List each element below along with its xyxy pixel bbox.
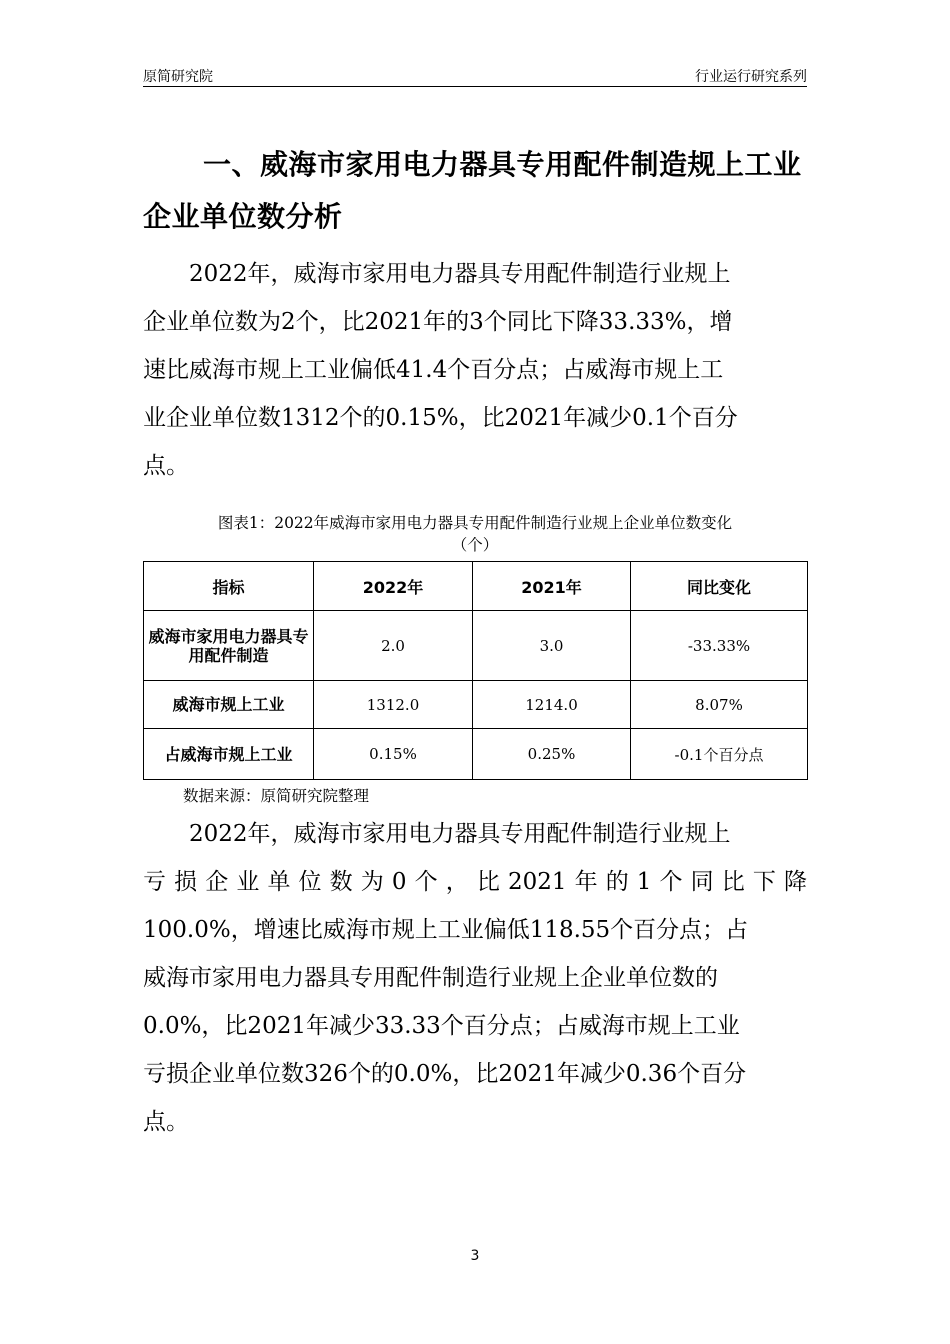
paragraph-1-line: 点。 <box>143 453 189 479</box>
cell-2022: 2.0 <box>314 611 473 681</box>
cell-change: -33.33% <box>631 611 808 681</box>
paragraph-2-line: 亏损企业单位数326个的0.0%，比2021年减少0.36个百分 <box>143 1061 747 1087</box>
section-title-line2: 企业单位数分析 <box>143 200 343 233</box>
table-caption-line1: 图表1：2022年威海市家用电力器具专用配件制造行业规上企业单位数变化 <box>217 514 733 532</box>
table-row <box>144 611 808 681</box>
data-table <box>143 561 808 780</box>
cell-2021: 3.0 <box>473 611 631 681</box>
table-header-row <box>144 562 808 611</box>
paragraph-2-line: 点。 <box>143 1109 189 1135</box>
row-label: 威海市家用电力器具专用配件制造 <box>144 611 314 681</box>
header-org-name: 原简研究院 <box>143 69 213 85</box>
paragraph-1-line: 业企业单位数1312个的0.15%，比2021年减少0.1个百分 <box>143 405 738 431</box>
section-title-line1: 一、威海市家用电力器具专用配件制造规上工业 <box>203 148 802 181</box>
data-source-note: 数据来源：原简研究院整理 <box>183 787 370 805</box>
column-header-2021: 2021年 <box>473 562 631 611</box>
paragraph-1-line: 2022年，威海市家用电力器具专用配件制造行业规上 <box>143 261 731 287</box>
row-label: 占威海市规上工业 <box>144 729 314 780</box>
paragraph-1-line: 速比威海市规上工业偏低41.4个百分点；占威海市规上工 <box>143 357 724 383</box>
table-row <box>144 729 808 780</box>
cell-2021: 1214.0 <box>473 681 631 729</box>
page-number: 3 <box>470 1248 480 1264</box>
paragraph-2-line: 威海市家用电力器具专用配件制造行业规上企业单位数的 <box>143 965 718 991</box>
table-caption-line2: （个） <box>451 536 499 554</box>
cell-change: 8.07% <box>631 681 808 729</box>
paragraph-2-line: 2022年，威海市家用电力器具专用配件制造行业规上 <box>143 821 731 847</box>
cell-change: -0.1个百分点 <box>631 729 808 780</box>
paragraph-2-line: 0.0%，比2021年减少33.33个百分点；占威海市规上工业 <box>143 1013 740 1039</box>
cell-2021: 0.25% <box>473 729 631 780</box>
column-header-yoy-change: 同比变化 <box>631 562 808 611</box>
paragraph-1-line: 企业单位数为2个，比2021年的3个同比下降33.33%，增 <box>143 309 733 335</box>
paragraph-2-line: 100.0%，增速比威海市规上工业偏低118.55个百分点；占 <box>143 917 749 943</box>
paragraph-2-line: 亏损企业单位数为0个，比2021年的1个同比下降 <box>143 869 807 895</box>
cell-2022: 0.15% <box>314 729 473 780</box>
table-row <box>144 681 808 729</box>
column-header-2022: 2022年 <box>314 562 473 611</box>
cell-2022: 1312.0 <box>314 681 473 729</box>
row-label: 威海市规上工业 <box>144 681 314 729</box>
column-header-indicator: 指标 <box>144 562 314 611</box>
table-caption <box>143 512 807 556</box>
header-series-name: 行业运行研究系列 <box>695 69 807 85</box>
page-header <box>143 66 807 87</box>
